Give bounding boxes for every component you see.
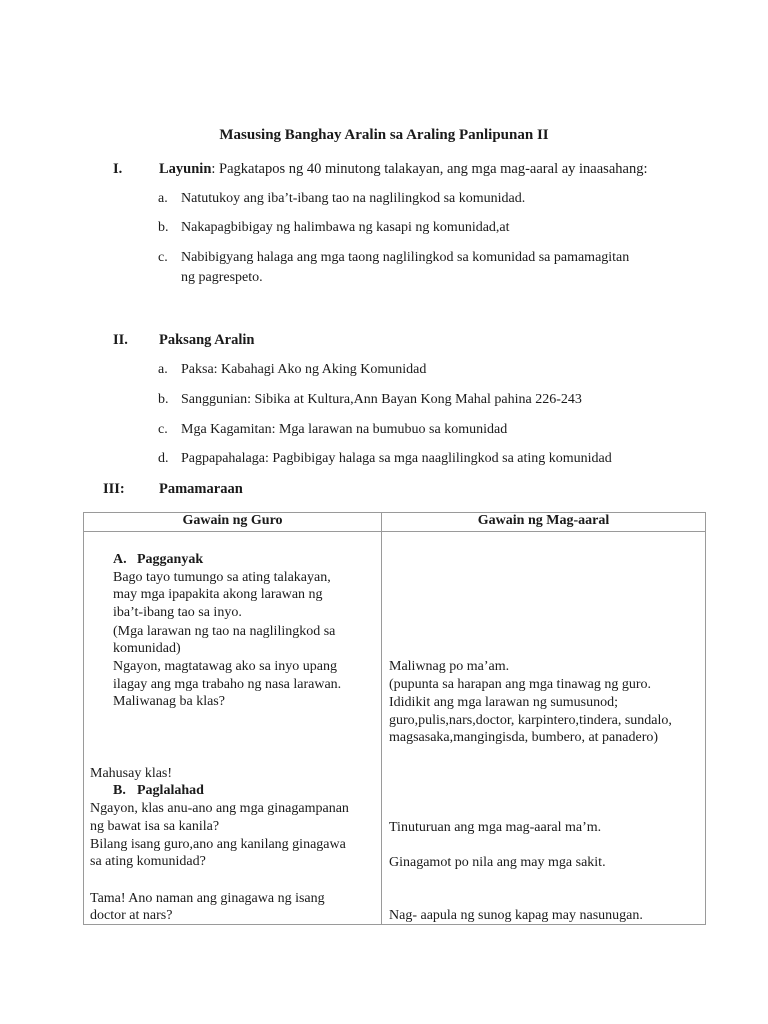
section-2-number: II. [113,332,128,348]
student-cell [382,532,706,925]
objective-item-continued: ng pagrespeto. [181,270,263,285]
section-1-label: Layunin [159,161,212,177]
teacher-line: Ngayon, magtatawag ako sa inyo upang [113,659,337,674]
teacher-line: doctor at nars? [90,908,173,923]
table-header-row [84,513,706,532]
teacher-line: Tama! Ano naman ang ginagawa ng isang [90,891,325,906]
teacher-line: may mga ipapakita akong larawan ng [113,587,323,602]
teacher-line: Bilang isang guro,ano ang kanilang ginagawa [90,837,346,852]
teacher-line: Bago tayo tumungo sa ating talakayan, [113,570,331,585]
student-column-header: Gawain ng Mag-aaral [382,513,706,532]
teacher-line: Ngayon, klas anu-ano ang mga ginagampanan [90,801,349,816]
section-1-text: : Pagkatapos ng 40 minutong talakayan, ang mga mag-aaral ay inaasahang: [211,161,648,177]
teacher-column-header: Gawain ng Guro [84,513,382,532]
procedure-table [83,512,706,925]
topic-item: Pagpapahalaga: Pagbibigay halaga sa mga naaglilingkod sa ating komunidad [181,451,612,466]
section-3-number: III: [103,481,125,497]
teacher-line: Maliwanag ba klas? [113,694,225,709]
topic-item: Paksa: Kabahagi Ako ng Aking Komunidad [181,362,427,377]
objective-letter: a. [158,191,168,206]
topic-letter: d. [158,451,169,466]
section-1-heading [159,161,647,178]
teacher-cell [84,532,382,925]
table-row [84,532,706,925]
topic-letter: b. [158,392,169,407]
topic-item: Mga Kagamitan: Mga larawan na bumubuo sa komunidad [181,422,508,437]
teacher-line: sa ating komunidad? [90,854,206,869]
activity-a-letter: A. [113,552,127,567]
teacher-line: ng bawat isa sa kanila? [90,819,220,834]
topic-letter: c. [158,422,168,437]
student-line: Ididikit ang mga larawan ng sumusunod; [389,695,619,710]
section-3-label: Pamamaraan [159,481,243,497]
objective-letter: c. [158,250,168,265]
topic-item: Sanggunian: Sibika at Kultura,Ann Bayan Kong Mahal pahina 226-243 [181,392,582,407]
section-2-label: Paksang Aralin [159,332,255,348]
student-line: Maliwnag po ma’am. [389,659,510,674]
activity-b-title: Paglalahad [137,783,204,798]
objective-item: Natutukoy ang iba’t-ibang tao na naglilingkod sa komunidad. [181,191,526,206]
topic-letter: a. [158,362,168,377]
teacher-line: komunidad) [113,641,181,656]
student-line: guro,pulis,nars,doctor, karpintero,tindera, sundalo, [389,713,672,728]
teacher-line: iba’t-ibang tao sa inyo. [113,605,242,620]
activity-a-title: Pagganyak [137,552,204,567]
student-line: (pupunta sa harapan ang mga tinawag ng guro. [389,677,652,692]
objective-letter: b. [158,220,169,235]
activity-b-letter: B. [113,783,126,798]
page-title: Masusing Banghay Aralin sa Araling Panlipunan II [219,127,549,143]
student-line: Nag- aapula ng sunog kapag may nasunugan. [389,908,643,923]
teacher-line: ilagay ang mga trabaho ng nasa larawan. [113,677,342,692]
student-line: Tinuturuan ang mga mag-aaral ma’m. [389,820,602,835]
student-line: Ginagamot po nila ang may mga sakit. [389,855,606,870]
student-line: magsasaka,mangingisda, bumbero, at panadero) [389,730,659,745]
teacher-line: (Mga larawan ng tao na naglilingkod sa [113,624,336,639]
teacher-line: Mahusay klas! [90,766,173,781]
objective-item: Nabibigyang halaga ang mga taong naglilingkod sa komunidad sa pamamagitan [181,250,630,265]
objective-item: Nakapagbibigay ng halimbawa ng kasapi ng komunidad,at [181,220,510,235]
section-1-number: I. [113,161,123,177]
